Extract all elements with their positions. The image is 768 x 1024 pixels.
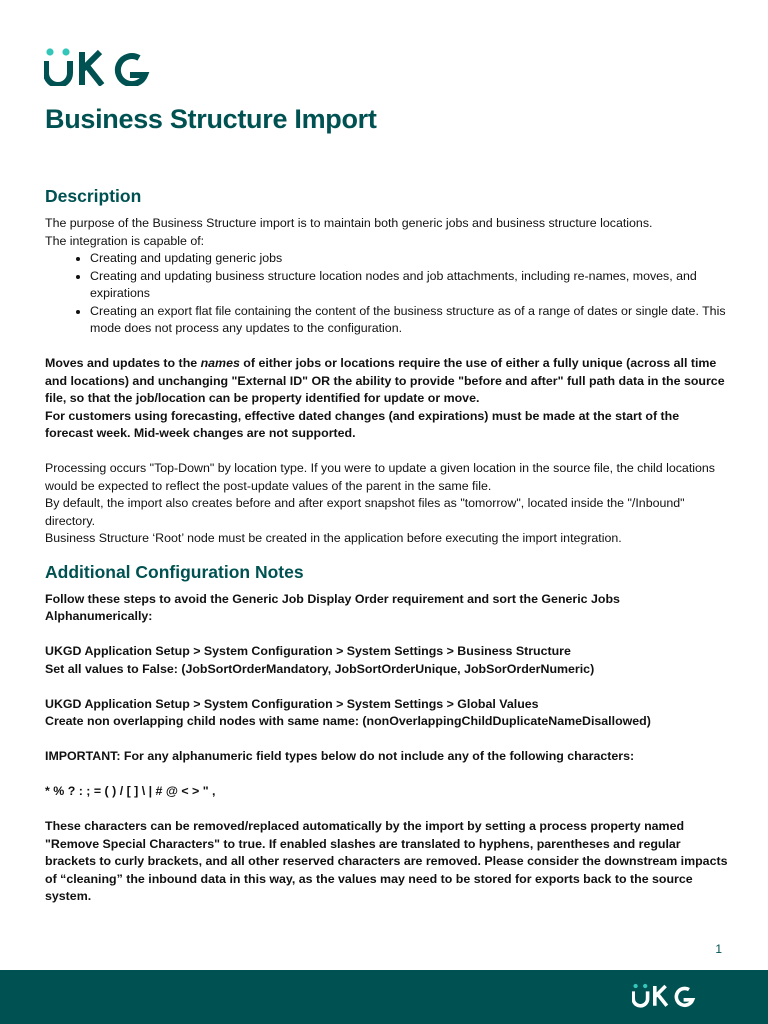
reserved-characters: * % ? : ; = ( ) / [ ] \ | # @ < > " , [45, 784, 216, 798]
list-item: • Creating and updating business structure location nodes and job attachments, including re-names, moves, and expirations [90, 268, 730, 303]
names-note: Moves and updates to the names of either jobs or locations require the use of either a fully unique (across all time and locations) and unchanging "External ID" OR the ability to provide "before and after" full path data in the source file, so that the job/location can be property identified for update or move. [45, 356, 725, 405]
list-item: • Creating and updating generic jobs [90, 250, 730, 268]
root-node-text: Business Structure ‘Root’ node must be created in the application before executing the import integration. [45, 531, 622, 545]
processing-text: Processing occurs "Top-Down" by location type. If you were to update a given location in the source file, the child locations would be expected to reflect the post-update values of the parent in the same file. [45, 461, 715, 493]
settings-path-global-values: UKGD Application Setup > System Configuration > System Settings > Global Values [45, 696, 539, 711]
description-heading: Description [45, 186, 142, 206]
removal-note: These characters can be removed/replaced automatically by the import by setting a process property named "Remove Special Characters" to true. If enabled slashes are translated to hyphens, parentheses and regular brackets to curly brackets, and all other reserved characters are removed. Please consider the downstream impacts of “cleaning” the inbound data in this way, as the values may need to be stored for exports back to the source system. [45, 819, 728, 903]
footer-ukg-logo [632, 982, 704, 1013]
page-title: Business Structure Import [45, 104, 377, 134]
capability-list [45, 250, 730, 338]
steps-intro: Follow these steps to avoid the Generic Job Display Order requirement and sort the Generic Jobs Alphanumerically: [45, 591, 620, 623]
config-heading: Additional Configuration Notes [45, 561, 304, 582]
forecast-note: For customers using forecasting, effective dated changes (and expirations) must be made at the start of the forecast week. Mid-week changes are not supported. [45, 408, 680, 440]
list-item: • Creating an export flat file containing the content of the business structure as of a range of dates or single date. This mode does not process any updates to the configuration. [90, 303, 730, 338]
important-note: IMPORTANT: For any alphanumeric field types below do not include any of the following characters: [45, 749, 635, 763]
settings-path-business-structure: UKGD Application Setup > System Configuration > System Settings > Business Structure [45, 644, 571, 658]
document-body [45, 186, 730, 906]
footer-bar [0, 970, 768, 1024]
description-capable: The integration is capable of: [45, 233, 205, 248]
description-intro: The purpose of the Business Structure import is to maintain both generic jobs and business structure locations. [45, 216, 653, 230]
ukg-logo [44, 48, 164, 86]
page-number: 1 [715, 942, 722, 956]
snapshot-text: By default, the import also creates before and after export snapshot files as "tomorrow", located inside the "/Inbound" directory. [45, 496, 685, 528]
settings-action-nonoverlapping: Create non overlapping child nodes with same name: (nonOverlappingChildDuplicateNameDisallowed) [45, 714, 651, 728]
settings-action-false: Set all values to False: (JobSortOrderMandatory, JobSortOrderUnique, JobSorOrderNumeric) [45, 661, 595, 676]
